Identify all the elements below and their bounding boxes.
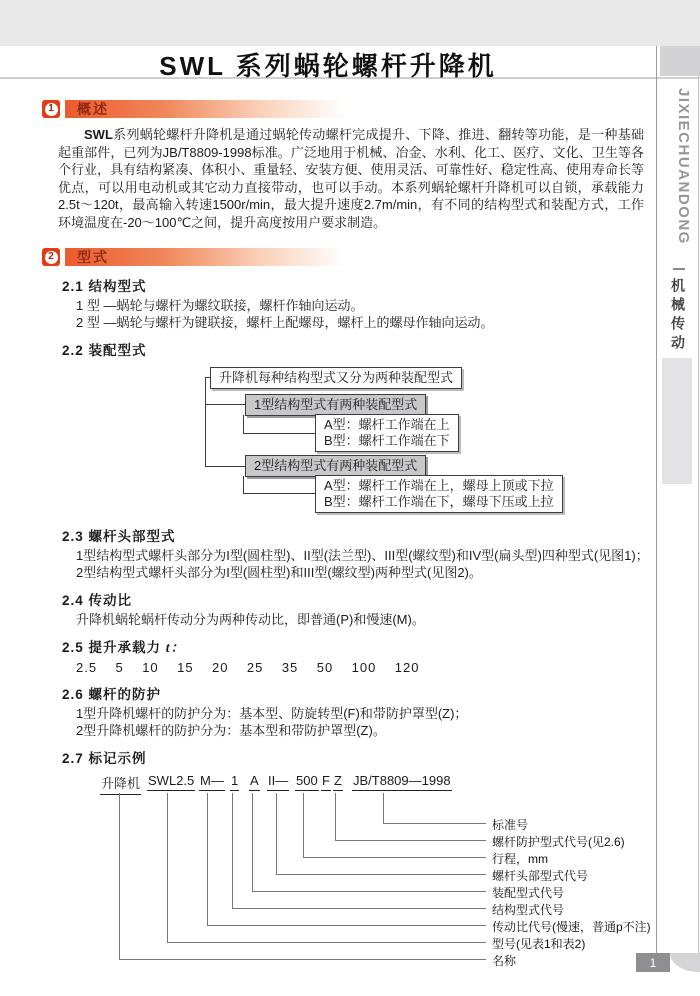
assembly-type-line: A型：螺杆工作端在上，螺母上顶或下拉 bbox=[324, 478, 554, 493]
designation-code-part: 升降机 bbox=[100, 773, 141, 795]
page-edge-line bbox=[698, 46, 699, 954]
heading-2-3: 2.3 螺杆头部型式 bbox=[62, 529, 176, 544]
tree-connector bbox=[243, 415, 316, 434]
page-title: SWL 系列蜗轮螺杆升降机 bbox=[159, 51, 497, 81]
designation-code-part: 500 bbox=[295, 773, 319, 791]
designation-code-part: JB/T8809—1998 bbox=[352, 773, 452, 791]
load-unit-label: t： bbox=[165, 640, 186, 655]
overview-paragraph bbox=[58, 126, 644, 231]
assembly-type-line: B型：螺杆工作端在下，螺母下压或上拉 bbox=[324, 494, 554, 509]
designation-label: 装配型式代号 bbox=[492, 886, 565, 900]
section1-number: 1 bbox=[45, 103, 58, 116]
tree-root-box: 升降机每种结构型式又分为两种装配型式 bbox=[210, 367, 462, 389]
section1-title-bar bbox=[65, 100, 395, 118]
section1-title: 概述 bbox=[77, 101, 109, 117]
designation-label: 螺杆头部型式代号 bbox=[492, 869, 589, 883]
section2-title-bar bbox=[65, 248, 395, 266]
section1-header bbox=[42, 99, 656, 119]
section2-title: 型式 bbox=[77, 249, 109, 265]
tree-connector bbox=[243, 476, 316, 494]
sidebar-dash bbox=[673, 268, 685, 270]
section1-number-badge bbox=[42, 100, 60, 118]
tree-branch2-detail-box bbox=[315, 475, 563, 513]
designation-code-part: M— bbox=[199, 773, 225, 791]
structural-type-item: 1 型 —蜗轮与螺杆为螺纹联接，螺杆作轴向运动。 bbox=[76, 298, 364, 313]
designation-code-part: SWL2.5 bbox=[147, 773, 195, 791]
heading-2-5-text: 2.5 提升承载力 bbox=[62, 640, 162, 655]
overview-body: 系列蜗轮螺杆升降机是通过蜗轮传动螺杆完成提升、下降、推进、翻转等功能，是一种基础起重部件，已列为JB/T8809-1998标准。广泛地用于机械、冶金、水利、化工、医疗、文化、卫生等各个行业，具有结构紧凑、体积小、重量轻、安装方便、使用灵活、可靠性好、稳定性高、使用寿命长等优点，可以用电动机或其它动力直接带动，也可以手动。本系列蜗轮螺杆升降机可以自锁，承载能力2.5t～120t，最高输入转速1500r/min，最大提升速度2.7m/min，有不同的结构型式和装配方式，工作环境温度在-20～100℃之间，提升高度按用户要求制造。 bbox=[58, 127, 644, 230]
designation-label: 结构型式代号 bbox=[492, 903, 565, 917]
main-content bbox=[0, 46, 656, 978]
sidebar-series-name-latin: JIXIECHUANDONG bbox=[675, 88, 692, 245]
designation-code-part: F bbox=[321, 773, 331, 791]
s26-items bbox=[76, 705, 656, 739]
designation-connector-line bbox=[119, 793, 486, 960]
s21-items bbox=[76, 297, 656, 331]
heading-2-7: 2.7 标记示例 bbox=[62, 751, 147, 766]
designation-label: 名称 bbox=[492, 954, 517, 968]
designation-label: 型号(见表1和表2) bbox=[492, 937, 586, 951]
assembly-type-line: A型：螺杆工作端在上 bbox=[324, 417, 450, 432]
page-number-badge: 1 bbox=[636, 953, 670, 972]
overview-lead: SWL bbox=[84, 127, 113, 142]
designation-code-part: Z bbox=[333, 773, 343, 791]
designation-code-part: A bbox=[249, 773, 260, 791]
assembly-type-line: B型：螺杆工作端在下 bbox=[324, 433, 450, 448]
page-number-curve bbox=[670, 953, 700, 972]
sidebar-top-block bbox=[660, 46, 700, 76]
tree-branch2-box: 2型结构型式有两种装配型式 bbox=[245, 455, 426, 477]
sidebar-mid-block bbox=[662, 358, 692, 484]
section2-number-badge bbox=[42, 248, 60, 266]
transmission-ratio-item: 升降机蜗轮蜗杆传动分为两种传动比，即普通(P)和慢速(M)。 bbox=[76, 612, 425, 627]
heading-2-1: 2.1 结构型式 bbox=[62, 279, 147, 294]
document-page bbox=[0, 46, 700, 996]
heading-2-6: 2.6 螺杆的防护 bbox=[62, 687, 162, 702]
heading-2-5 bbox=[62, 636, 656, 656]
sidebar-series-name-chinese: 机械传动 bbox=[670, 278, 686, 354]
section2-header bbox=[42, 247, 656, 267]
tree-connector bbox=[205, 404, 246, 467]
screw-head-type-item: 1型结构型式螺杆头部分为I型(圆柱型)、II型(法兰型)、III型(螺纹型)和IV型(扁头型)四种型式(见图1)； bbox=[76, 548, 649, 563]
assembly-tree-diagram bbox=[60, 367, 656, 517]
screw-head-type-item: 2型结构型式螺杆头部分为I型(圆柱型)和III型(螺纹型)两种型式(见图2)。 bbox=[76, 565, 482, 580]
screw-protection-item: 1型升降机螺杆的防护分为：基本型、防旋转型(F)和带防护罩型(Z)； bbox=[76, 706, 468, 721]
tree-branch1-detail-box bbox=[315, 414, 459, 452]
load-capacity-values: 2.5 5 10 15 20 25 35 50 100 120 bbox=[76, 660, 420, 675]
heading-2-4: 2.4 传动比 bbox=[62, 593, 133, 608]
designation-label: 标准号 bbox=[492, 818, 529, 832]
designation-code-part: II— bbox=[267, 773, 289, 791]
designation-diagram bbox=[60, 773, 656, 978]
tree-branch1-box: 1型结构型式有两种装配型式 bbox=[245, 394, 426, 416]
structural-type-item: 2 型 —蜗轮与螺杆为键联接，螺杆上配螺母，螺杆上的螺母作轴向运动。 bbox=[76, 315, 494, 330]
designation-label: 传动比代号(慢速，普通p不注) bbox=[492, 920, 651, 934]
screw-protection-item: 2型升降机螺杆的防护分为：基本型和带防护罩型(Z)。 bbox=[76, 723, 386, 738]
designation-label: 行程，mm bbox=[492, 852, 548, 866]
heading-2-2: 2.2 装配型式 bbox=[62, 343, 147, 358]
sidebar-divider-line bbox=[656, 46, 657, 953]
designation-code-part: 1 bbox=[230, 773, 239, 791]
section2-number: 2 bbox=[45, 251, 58, 264]
s24-items bbox=[76, 611, 656, 628]
s23-items bbox=[76, 547, 656, 581]
designation-label: 螺杆防护型式代号(见2.6) bbox=[492, 835, 625, 849]
